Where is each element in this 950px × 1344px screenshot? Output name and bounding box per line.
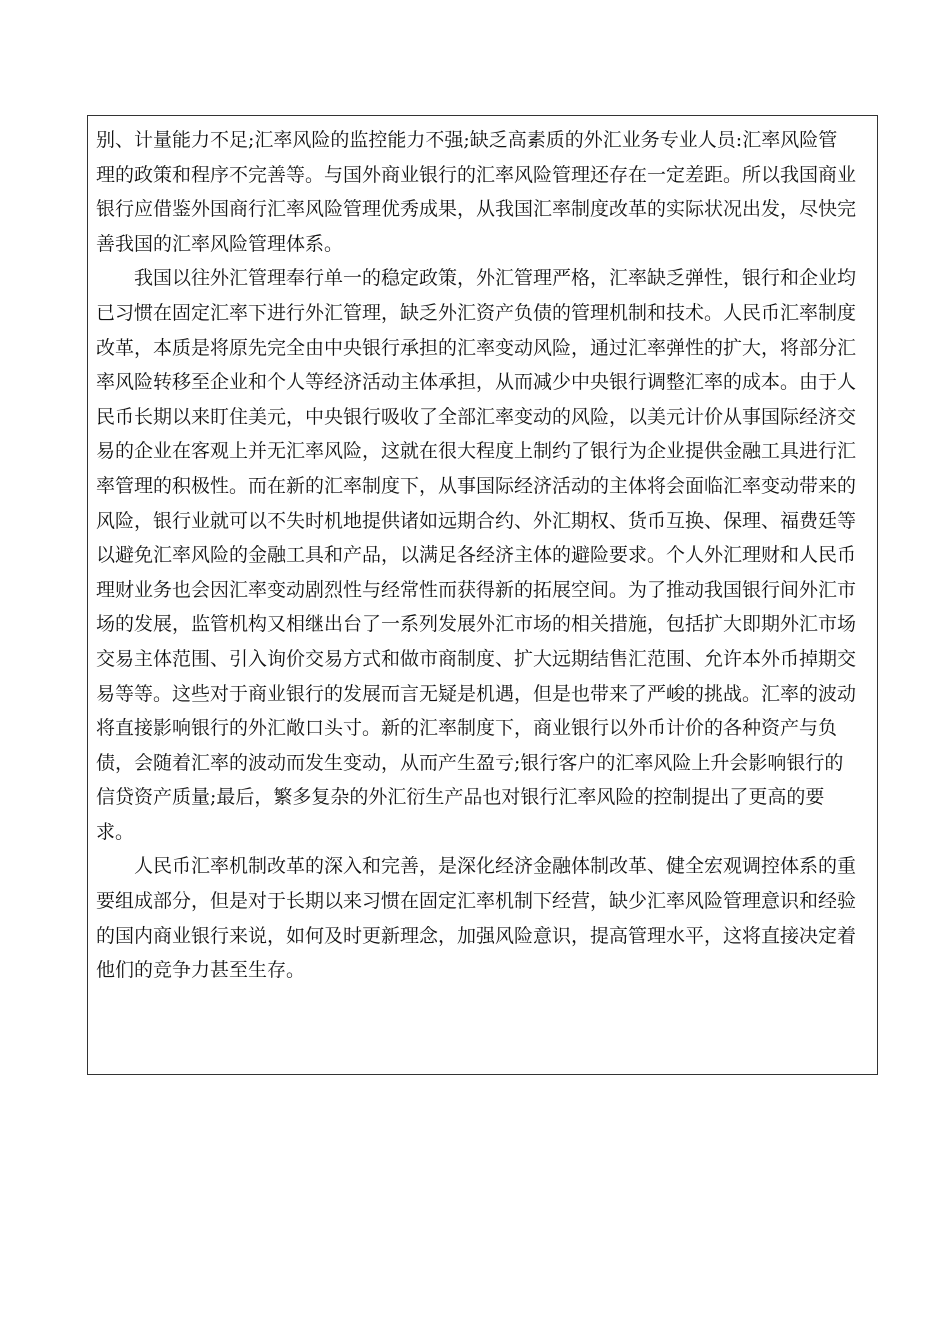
- text-line: 易等等。这些对于商业银行的发展而言无疑是机遇，但是也带来了严峻的挑战。汇率的波动: [96, 682, 857, 705]
- paragraph-1: [96, 123, 866, 261]
- paragraph-2: [96, 261, 866, 849]
- document-body: [96, 123, 866, 988]
- text-line: 理的政策和程序不完善等。与国外商业银行的汇率风险管理还存在一定差距。所以我国商业: [96, 163, 857, 186]
- text-line: 已习惯在固定汇率下进行外汇管理，缺乏外汇资产负债的管理机制和技术。人民币汇率制度: [96, 301, 857, 324]
- text-line: 交易主体范围、引入询价交易方式和做市商制度、扩大远期结售汇范围、允许本外币掉期交: [96, 647, 857, 670]
- text-line: 理财业务也会因汇率变动剧烈性与经常性而获得新的拓展空间。为了推动我国银行间外汇市: [96, 578, 857, 601]
- text-line: 善我国的汇率风险管理体系。: [96, 232, 344, 255]
- text-line: 银行应借鉴外国商行汇率风险管理优秀成果，从我国汇率制度改革的实际状况出发，尽快完: [96, 198, 857, 221]
- text-line: 改革，本质是将原先完全由中央银行承担的汇率变动风险，通过汇率弹性的扩大，将部分汇: [96, 336, 857, 359]
- text-line: 债，会随着汇率的波动而发生变动，从而产生盈亏;银行客户的汇率风险上升会影响银行的: [96, 751, 844, 774]
- text-line: 要组成部分，但是对于长期以来习惯在固定汇率机制下经营，缺少汇率风险管理意识和经验: [96, 890, 857, 913]
- text-line: 率风险转移至企业和个人等经济活动主体承担，从而减少中央银行调整汇率的成本。由于人: [96, 371, 857, 394]
- text-line: 的国内商业银行来说，如何及时更新理念，加强风险意识，提高管理水平，这将直接决定着: [96, 924, 857, 947]
- text-line: 我国以往外汇管理奉行单一的稳定政策，外汇管理严格，汇率缺乏弹性，银行和企业均: [134, 267, 857, 290]
- text-line: 民币长期以来盯住美元，中央银行吸收了全部汇率变动的风险，以美元计价从事国际经济交: [96, 405, 857, 428]
- text-line: 别、计量能力不足;汇率风险的监控能力不强;缺乏高素质的外汇业务专业人员:汇率风险管: [96, 129, 838, 151]
- text-line: 场的发展，监管机构又相继出台了一系列发展外汇市场的相关措施，包括扩大即期外汇市场: [96, 613, 857, 636]
- text-line: 求。: [96, 820, 135, 843]
- text-line: 信贷资产质量;最后，繁多复杂的外汇衍生产品也对银行汇率风险的控制提出了更高的要: [96, 786, 825, 809]
- text-line: 他们的竞争力甚至生存。: [96, 959, 306, 982]
- text-line: 人民币汇率机制改革的深入和完善，是深化经济金融体制改革、健全宏观调控体系的重: [134, 855, 857, 878]
- text-line: 将直接影响银行的外汇敞口头寸。新的汇率制度下，商业银行以外币计价的各种资产与负: [96, 717, 838, 740]
- text-line: 易的企业在客观上并无汇率风险，这就在很大程度上制约了银行为企业提供金融工具进行汇: [96, 440, 857, 463]
- text-line: 以避免汇率风险的金融工具和产品，以满足各经济主体的避险要求。个人外汇理财和人民币: [96, 544, 857, 567]
- text-line: 风险，银行业就可以不失时机地提供诸如远期合约、外汇期权、货币互换、保理、福费廷等: [96, 509, 857, 532]
- text-line: 率管理的积极性。而在新的汇率制度下，从事国际经济活动的主体将会面临汇率变动带来的: [96, 474, 857, 497]
- paragraph-3: [96, 849, 866, 987]
